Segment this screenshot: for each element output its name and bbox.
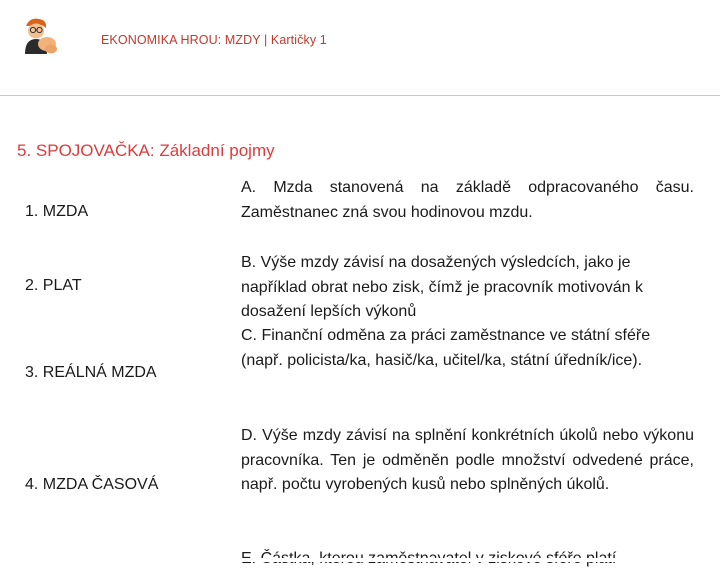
- cartoon-mascot-icon: [16, 16, 58, 56]
- header-divider: [0, 95, 720, 96]
- definition-item: A. Mzda stanovená na základě odpracovaného času. Zaměstnanec zná svou hodinovou mzdu.: [241, 179, 694, 221]
- definition-item: C. Finanční odměna za práci zaměstnance ve státní sféře (např. policista/ka, hasič/ka, učitel/ka, státní úředník/ice).: [241, 327, 651, 369]
- section-title: 5. SPOJOVAČKA: Základní pojmy: [17, 141, 275, 160]
- term-item: 1. MZDA: [25, 203, 89, 220]
- viewport-edge: [0, 558, 720, 562]
- header-title: EKONOMIKA HROU: MZDY | Kartičky 1: [101, 33, 327, 47]
- term-item: 4. MZDA ČASOVÁ: [25, 476, 159, 493]
- page-header: [0, 0, 720, 96]
- definition-item: B. Výše mzdy závisí na dosažených výsledcích, jako je například obrat nebo zisk, čímž je pracovník motivován k dosažení lepších výkonů: [241, 254, 643, 320]
- term-item: 2. PLAT: [25, 277, 82, 294]
- term-item: 3. REÁLNÁ MZDA: [25, 364, 157, 381]
- definition-item: D. Výše mzdy závisí na splnění konkrétních úkolů nebo výkonu pracovníka. Ten je odměněn podle množství odvedené práce, např. počtu vyrobených kusů nebo splněných úkolů.: [241, 427, 694, 493]
